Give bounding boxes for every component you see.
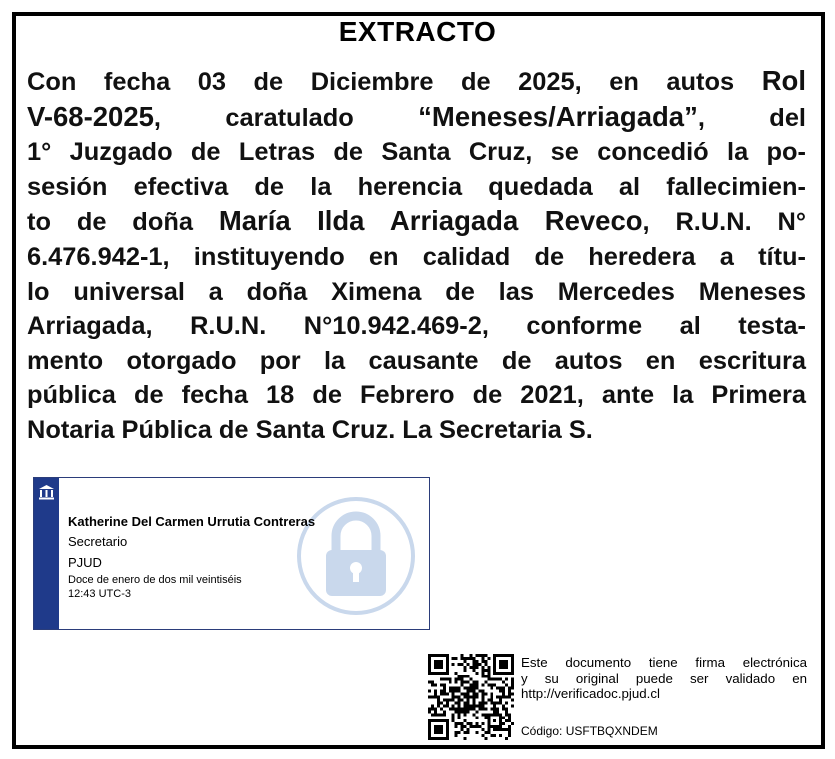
verification-code: Código: USFTBQXNDEM [521,724,658,738]
text-run: “Meneses/Arriagada” [418,100,698,132]
signer-name: Katherine Del Carmen Urrutia Contreras [68,514,316,529]
body-line [27,64,806,100]
text-run: 6.476.942-1, instituyendo en calidad de heredera a títu- [27,242,806,271]
qr-code-icon [428,654,514,740]
text-run: sesión efectiva de la herencia quedada al fallecimien- [27,172,806,201]
body-line [27,413,806,448]
signature-box [33,477,430,630]
verification-notice [521,655,807,702]
body-line [27,100,806,136]
body-line [27,135,806,170]
text-run: , R.U.N. N° [642,208,806,237]
text-run: Con fecha 03 de Diciembre de 2025, en autos [27,68,762,96]
signer-org: PJUD [68,555,102,570]
verification-line-2: y su original puede ser validado en [521,670,807,686]
text-run: Rol [761,65,806,96]
verification-url[interactable]: http://verificadoc.pjud.cl [521,686,660,701]
body-line [27,378,806,413]
extract-body [27,64,806,448]
body-line [27,309,806,344]
body-line [27,275,806,310]
body-line [27,204,806,240]
signer-role: Secretario [68,534,128,549]
text-run: Notaria Pública de Santa Cruz. La Secretaria S. [27,415,593,444]
text-run: V-68-2025 [27,100,154,132]
body-line [27,170,806,205]
text-run: Arriagada, R.U.N. N°10.942.469-2, conforme al testa- [27,312,806,341]
verification-line-1: Este documento tiene firma electrónica [521,655,807,670]
body-line [27,344,806,379]
text-run: to de doña [27,208,219,237]
text-run: , caratulado [153,103,419,132]
text-run: María Ilda Arriagada Reveco [218,205,643,237]
institution-icon [38,484,55,500]
text-run: lo universal a doña Ximena de las Mercedes Meneses [27,277,806,306]
document-title: EXTRACTO [338,16,497,47]
signature-sidebar [34,478,59,629]
text-run: , del [697,103,806,132]
text-run: mento otorgado por la causante de autos en escritura [27,346,806,375]
signature-time: 12:43 UTC-3 [68,588,131,600]
body-line [27,240,806,275]
text-run: 1° Juzgado de Letras de Santa Cruz, se concedió la po- [27,138,806,167]
signature-date: Doce de enero de dos mil veintiséis [68,574,242,586]
text-run: pública de fecha 18 de Febrero de 2021, ante la Primera [27,381,806,410]
